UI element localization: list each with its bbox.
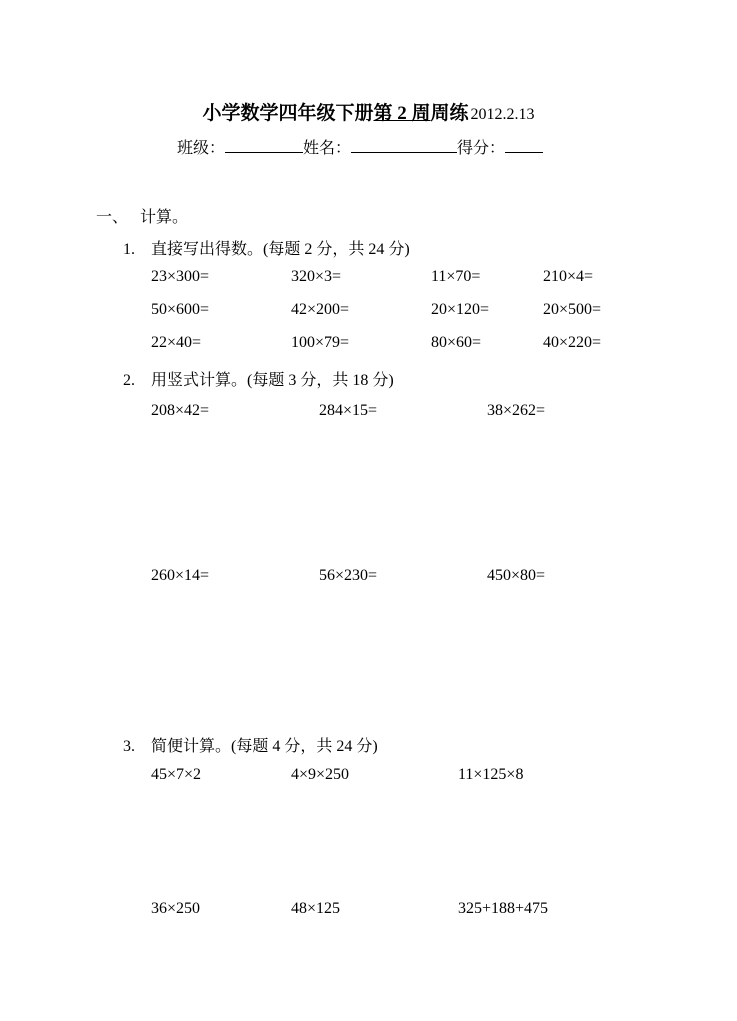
score-blank[interactable] <box>505 138 543 153</box>
class-blank[interactable] <box>225 138 303 153</box>
problem: 11×70= <box>431 268 481 285</box>
problem: 325+188+475 <box>458 900 549 917</box>
title-date: 2012.2.13 <box>470 106 535 123</box>
title-main: 小学数学四年级下册 <box>202 103 374 124</box>
problem: 50×600= <box>151 301 210 318</box>
problem: 45×7×2 <box>151 766 202 783</box>
problem: 38×262= <box>487 402 546 419</box>
section-number: 一、 <box>96 209 129 226</box>
problem: 48×125 <box>291 900 341 917</box>
problem: 40×220= <box>543 334 602 351</box>
question-title: 用竖式计算。(每题 3 分，共 18 分) <box>151 372 394 389</box>
problem: 4×9×250 <box>291 766 350 783</box>
question-number: 2. <box>123 372 135 389</box>
problem: 100×79= <box>291 334 350 351</box>
question-number: 3. <box>123 738 135 755</box>
problem: 22×40= <box>151 334 202 351</box>
name-label: 姓名： <box>303 140 352 157</box>
problem: 23×300= <box>151 268 210 285</box>
section-label: 计算。 <box>140 209 189 226</box>
title-suffix: 周练 <box>430 103 469 124</box>
question-title: 简便计算。(每题 4 分，共 24 分) <box>151 738 378 755</box>
problem: 210×4= <box>543 268 594 285</box>
problem: 80×60= <box>431 334 482 351</box>
question-number: 1. <box>123 241 135 258</box>
title-week: 第 2 周 <box>373 103 431 124</box>
score-label: 得分： <box>457 140 506 157</box>
problem: 56×230= <box>319 567 378 584</box>
problem: 20×500= <box>543 301 602 318</box>
problem: 36×250 <box>151 900 201 917</box>
problem: 208×42= <box>151 402 210 419</box>
problem: 450×80= <box>487 567 546 584</box>
problem: 320×3= <box>291 268 342 285</box>
question-2-heading <box>123 367 394 390</box>
section-heading <box>96 204 188 227</box>
worksheet-title <box>0 98 737 125</box>
question-3-heading <box>123 733 378 756</box>
question-title: 直接写出得数。(每题 2 分，共 24 分) <box>151 241 410 258</box>
problem: 284×15= <box>319 402 378 419</box>
question-1-heading <box>123 236 410 259</box>
problem: 11×125×8 <box>458 766 524 783</box>
class-label: 班级： <box>177 140 226 157</box>
problem: 260×14= <box>151 567 210 584</box>
problem: 20×120= <box>431 301 490 318</box>
problem: 42×200= <box>291 301 350 318</box>
student-info-line <box>177 135 543 158</box>
name-blank[interactable] <box>351 138 457 153</box>
